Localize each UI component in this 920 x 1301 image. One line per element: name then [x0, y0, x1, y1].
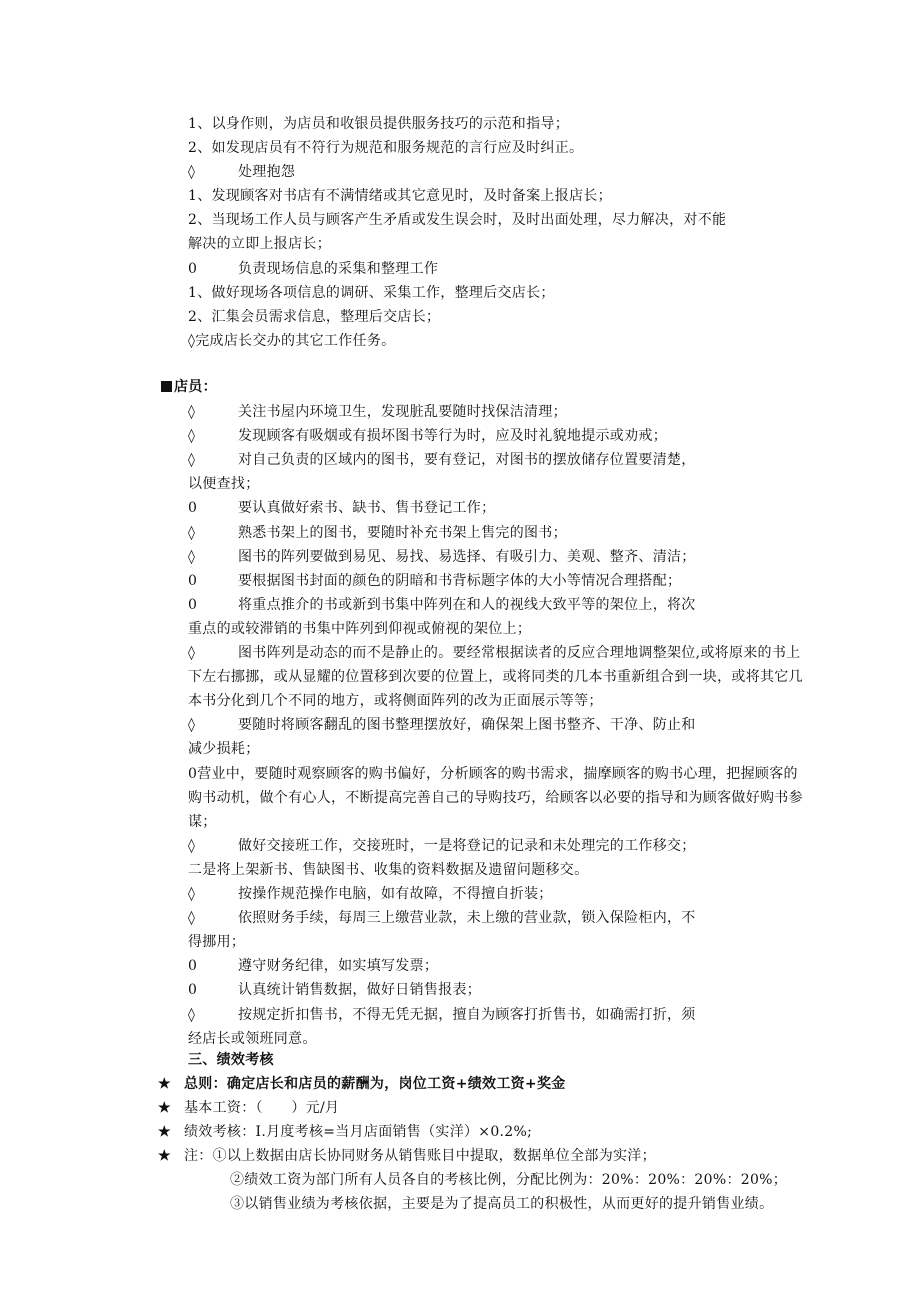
- base-salary-text: 基本工资：（ ）元/月: [184, 1100, 340, 1116]
- diamond-marker: ◊: [188, 717, 196, 733]
- star-icon: ★: [158, 1148, 171, 1164]
- diamond-marker: ◊: [188, 886, 196, 902]
- clerk-duty-line: [188, 665, 803, 689]
- clerk-duty-line: [188, 617, 531, 641]
- clerk-duty-text: 重点的或较滞销的书集中阵列到仰视或俯视的架位上；: [188, 621, 532, 637]
- diamond-marker: ◊: [188, 1007, 196, 1023]
- clerk-duty-line: [188, 1003, 696, 1027]
- diamond-marker: ◊: [188, 404, 196, 420]
- clerk-duty-line: [188, 569, 681, 593]
- zero-marker: 0: [188, 261, 198, 277]
- note-line-3: ③以销售业绩为考核依据，主要是为了提高员工的积极性，从而更好的提升销售业绩。: [230, 1196, 774, 1212]
- clerk-duty-line: [188, 400, 567, 424]
- clerk-duty-text: 要根据图书封面的颜色的阴暗和书背标题字体的大小等情况合理搭配；: [238, 573, 682, 589]
- clerk-duty-line: [188, 858, 588, 882]
- clerk-duty-line: [188, 448, 696, 472]
- duty-line-8: ◊完成店长交办的其它工作任务。: [188, 333, 396, 349]
- note-text-1: 注：①以上数据由店长协同财务从销售账目中提取，数据单位全部为实洋；: [184, 1148, 656, 1164]
- duty-line-6: 1、做好现场各项信息的调研、采集工作，整理后交店长；: [188, 285, 555, 301]
- assessment-line: [158, 1120, 532, 1144]
- clerk-duty-line: [188, 424, 667, 448]
- clerk-duty-text: 谋；: [188, 814, 217, 830]
- duty-line-7: 2、汇集会员需求信息，整理后交店长；: [188, 309, 441, 325]
- clerk-duty-text: 按规定折扣售书，不得无凭无据，擅自为顾客打折售书，如确需打折，须: [238, 1007, 696, 1023]
- clerk-duty-text: 熟悉书架上的图书，要随时补充书架上售完的图书；: [238, 525, 567, 541]
- zero-marker: 0: [188, 982, 198, 998]
- clerk-duty-line: [188, 978, 481, 1002]
- general-rule-text: 总则：确定店长和店员的薪酬为，岗位工资+绩效工资+奖金: [184, 1076, 566, 1092]
- clerk-duty-line: [188, 906, 696, 930]
- clerk-duty-line: [188, 641, 800, 665]
- base-salary-line: [158, 1096, 339, 1120]
- clerk-duty-line: [188, 882, 553, 906]
- clerk-duty-line: [188, 810, 217, 834]
- diamond-marker: ◊: [188, 838, 196, 854]
- clerk-duty-text: 以便查找；: [188, 476, 260, 492]
- clerk-duty-text: 按操作规范操作电脑，如有故障，不得擅自折装；: [238, 886, 553, 902]
- clerk-duty-text: 认真统计销售数据，做好日销售报表；: [238, 982, 482, 998]
- clerk-duty-text: 要随时将顾客翻乱的图书整理摆放好，确保架上图书整齐、干净、防止和: [238, 717, 696, 733]
- clerk-duty-text: 0营业中，要随时观察顾客的购书偏好，分析顾客的购书需求，揣摩顾客的购书心理，把握顾客的: [188, 766, 798, 782]
- clerk-duty-line: [188, 593, 696, 617]
- clerk-duty-text: 关注书屋内环境卫生，发现脏乱要随时找保洁清理；: [238, 404, 567, 420]
- zero-marker: 0: [188, 500, 198, 516]
- clerk-duty-line: [188, 762, 798, 786]
- assessment-text: 绩效考核：I.月度考核=当月店面销售（实洋）×0.2%;: [184, 1124, 533, 1140]
- subsection-title: 处理抱怨: [238, 164, 296, 180]
- clerk-duty-text: 图书阵列是动态的而不是静止的。要经常根据读者的反应合理地调整架位,或将原来的书上: [238, 645, 801, 661]
- star-icon: ★: [158, 1076, 171, 1092]
- clerk-duty-line: [188, 954, 438, 978]
- diamond-marker: ◊: [188, 428, 196, 444]
- clerk-duty-line: [188, 737, 260, 761]
- clerk-duty-line: [188, 521, 567, 545]
- diamond-marker: ◊: [188, 645, 196, 661]
- clerk-duty-text: 二是将上架新书、售缺图书、收集的资料数据及遗留问题移交。: [188, 862, 589, 878]
- diamond-marker: ◊: [188, 525, 196, 541]
- black-square-icon: [161, 381, 172, 392]
- star-icon: ★: [158, 1124, 171, 1140]
- clerk-duty-text: 经店长或领班同意。: [188, 1031, 317, 1047]
- duty-line-5: 解决的立即上报店长；: [188, 236, 331, 252]
- clerk-duty-line: [188, 930, 245, 954]
- general-rule-line: [158, 1072, 566, 1096]
- clerk-heading: [161, 375, 217, 399]
- clerk-duty-text: 图书的阵列要做到易见、易找、易选择、有吸引力、美观、整齐、清洁；: [238, 549, 696, 565]
- clerk-duty-text: 减少损耗；: [188, 741, 260, 757]
- subsection-title: 负责现场信息的采集和整理工作: [238, 261, 439, 277]
- clerk-duty-text: 遵守财务纪律，如实填写发票；: [238, 958, 439, 974]
- diamond-marker: ◊: [188, 164, 196, 180]
- clerk-duty-line: [188, 689, 603, 713]
- clerk-duty-text: 依照财务手续，每周三上缴营业款，未上缴的营业款，锁入保险柜内，不: [238, 910, 696, 926]
- performance-heading: 三、绩效考核: [188, 1052, 274, 1068]
- clerk-duty-line: [188, 472, 260, 496]
- clerk-duty-text: 将重点推介的书或新到书集中阵列在和人的视线大致平等的架位上，将次: [238, 597, 696, 613]
- clerk-duty-text: 对自己负责的区域内的图书，要有登记，对图书的摆放储存位置要清楚，: [238, 452, 696, 468]
- note-line-2: ②绩效工资为部门所有人员各自的考核比例，分配比例为：20%：20%：20%：20%；: [230, 1172, 788, 1188]
- zero-marker: 0: [188, 573, 198, 589]
- clerk-duty-text: 要认真做好索书、缺书、售书登记工作；: [238, 500, 496, 516]
- clerk-heading-text: 店员：: [174, 379, 217, 395]
- duty-line-1: 1、以身作则，为店员和收银员提供服务技巧的示范和指导；: [188, 116, 570, 132]
- zero-marker: 0: [188, 597, 198, 613]
- clerk-duty-text: 得挪用；: [188, 934, 246, 950]
- note-line-1: [158, 1144, 656, 1168]
- clerk-duty-text: 购书动机，做个有心人，不断提高完善自己的导购技巧，给顾客以必要的指导和为顾客做好购书参: [188, 790, 803, 806]
- star-icon: ★: [158, 1100, 171, 1116]
- clerk-duty-text: 本书分化到几个不同的地方，或将侧面阵列的改为正面展示等等；: [188, 693, 603, 709]
- duty-line-4: 2、当现场工作人员与顾客产生矛盾或发生误会时，及时出面处理，尽力解决，对不能: [188, 212, 727, 228]
- clerk-duty-line: [188, 834, 696, 858]
- zero-marker: 0: [188, 958, 198, 974]
- clerk-duty-line: [188, 545, 696, 569]
- clerk-duty-line: [188, 786, 803, 810]
- subsection-handle-complaints: [188, 160, 295, 184]
- clerk-duty-text: 发现顾客有吸烟或有损坏图书等行为时，应及时礼貌地提示或劝戒；: [238, 428, 667, 444]
- clerk-duty-line: [188, 713, 696, 737]
- duty-line-3: 1、发现顾客对书店有不满情绪或其它意见时，及时备案上报店长；: [188, 188, 612, 204]
- diamond-marker: ◊: [188, 549, 196, 565]
- duty-line-2: 2、如发现店员有不符行为规范和服务规范的言行应及时纠正。: [188, 140, 584, 156]
- diamond-marker: ◊: [188, 452, 196, 468]
- diamond-marker: ◊: [188, 910, 196, 926]
- clerk-duty-text: 下左右挪挪，或从显耀的位置移到次要的位置上，或将同类的几本书重新组合到一块，或将其它几: [188, 669, 803, 685]
- subsection-info-collection: [188, 257, 438, 281]
- clerk-duty-text: 做好交接班工作，交接班时，一是将登记的记录和未处理完的工作移交；: [238, 838, 696, 854]
- clerk-duty-line: [188, 496, 495, 520]
